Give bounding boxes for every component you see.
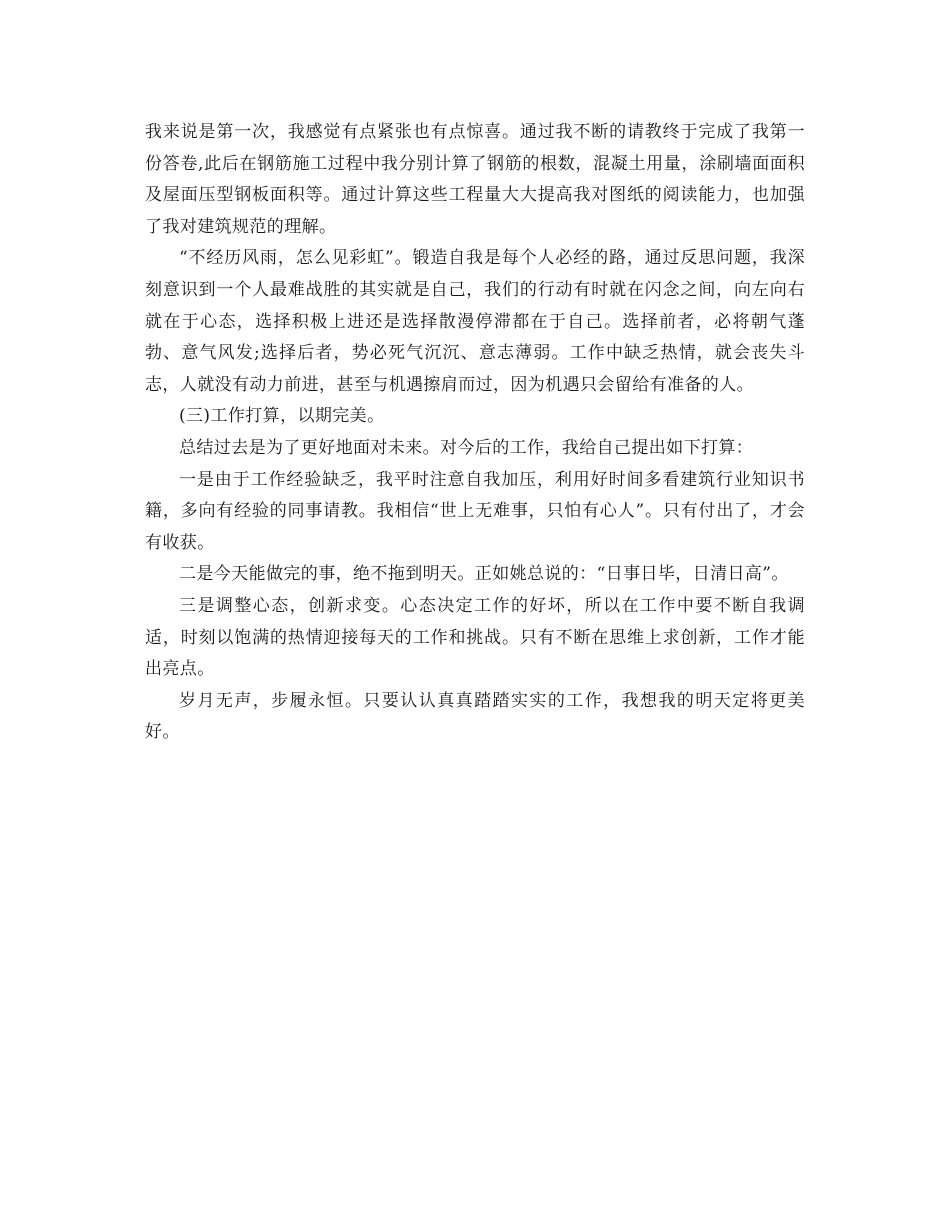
- paragraph-plan-intro: 总结过去是为了更好地面对未来。对今后的工作，我给自己提出如下打算：: [179, 437, 754, 458]
- paragraph-plan-one: 一是由于工作经验缺乏，我平时注意自我加压，利用好时间多看建筑行业知识书籍，多向有经验的同事请教。我相信“世上无难事，只怕有心人”。只有付出了，才会有收获。: [145, 469, 805, 553]
- paragraph-closing: 岁月无声，步履永恒。只要认认真真踏踏实实的工作，我想我的明天定将更美好。: [145, 690, 805, 743]
- section-heading-work-plan: (三)工作打算，以期完美。: [179, 406, 385, 427]
- document-body: [145, 117, 805, 749]
- paragraph-self-reflection: “不经历风雨，怎么见彩虹”。锻造自我是每个人必经的路，通过反思问题，我深刻意识到一个人最难战胜的其实就是自己，我们的行动有时就在闪念之间，向左向右就在于心态，选择积极上进还是选择散漫停滞都在于自己。选择前者，必将朝气蓬勃、意气风发;选择后者，势必死气沉沉、意志薄弱。工作中缺乏热情，就会丧失斗志，人就没有动力前进，甚至与机遇擦肩而过，因为机遇只会留给有准备的人。: [145, 248, 805, 395]
- paragraph-plan-three: 三是调整心态，创新求变。心态决定工作的好坏，所以在工作中要不断自我调适，时刻以饱满的热情迎接每天的工作和挑战。只有不断在思维上求创新，工作才能出亮点。: [145, 595, 805, 680]
- paragraph-continuation: 我来说是第一次，我感觉有点紧张也有点惊喜。通过我不断的请教终于完成了我第一份答卷,此后在钢筋施工过程中我分别计算了钢筋的根数，混凝土用量，涂刷墙面面积及屋面压型钢板面积等。通过计算这些工程量大大提高我对图纸的阅读能力，也加强了我对建筑规范的理解。: [145, 122, 805, 237]
- paragraph-plan-two: 二是今天能做完的事，绝不拖到明天。正如姚总说的：“日事日毕，日清日高”。: [179, 564, 789, 585]
